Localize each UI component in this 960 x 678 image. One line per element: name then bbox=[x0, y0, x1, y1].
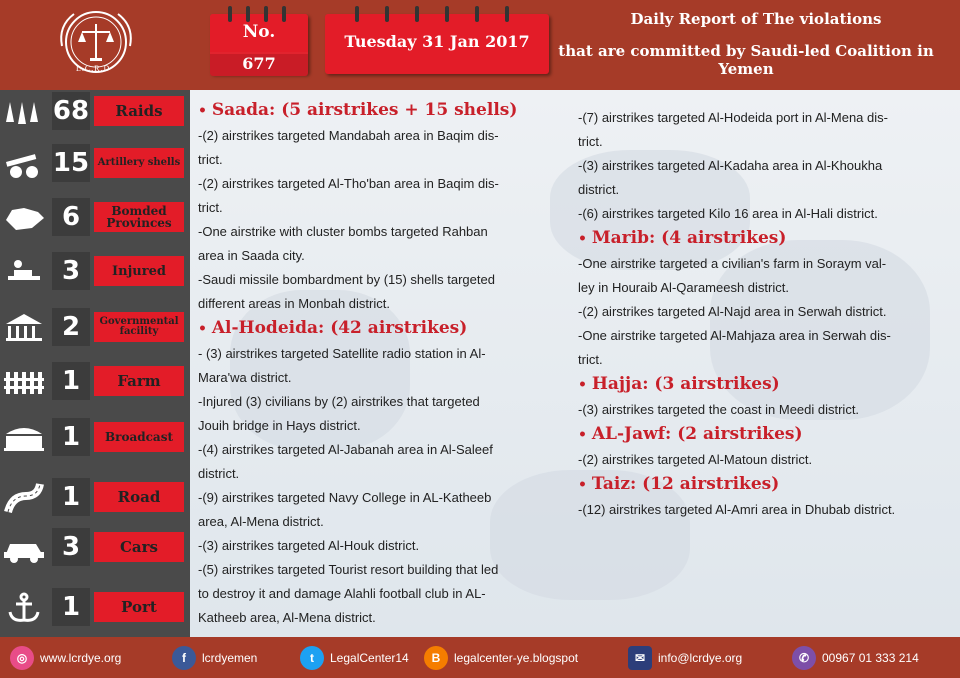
stat-road bbox=[0, 478, 190, 518]
section-heading-hajja: • Hajja: (3 airstrikes) bbox=[578, 374, 780, 394]
report-line: trict. bbox=[578, 134, 603, 149]
report-line: - (3) airstrikes targeted Satellite radio station in Al- bbox=[198, 346, 486, 361]
report-no-value: 677 bbox=[242, 54, 276, 73]
report-line: Katheeb area, Al-Mena district. bbox=[198, 610, 376, 625]
report-column-right bbox=[578, 106, 956, 522]
stat-label: Broadcast bbox=[94, 422, 184, 452]
report-line: -One airstrike targeted a civilian's farm in Soraym val- bbox=[578, 256, 887, 271]
report-line: trict. bbox=[198, 152, 223, 167]
stat-label: Road bbox=[94, 482, 184, 512]
report-content bbox=[190, 90, 960, 637]
report-line: -Saudi missile bombardment by (15) shells targeted bbox=[198, 272, 495, 287]
stat-label: Governmental facility bbox=[94, 312, 184, 342]
dribbble-icon: ◎ bbox=[10, 646, 34, 670]
stat-label: Cars bbox=[94, 532, 184, 562]
email-link[interactable] bbox=[628, 645, 742, 671]
stat-number: 1 bbox=[52, 362, 90, 400]
email-text: info@lcrdye.org bbox=[658, 651, 743, 665]
facebook-link[interactable] bbox=[172, 645, 257, 671]
yemen-map-icon bbox=[2, 202, 46, 234]
stat-label: Raids bbox=[94, 96, 184, 126]
stat-port bbox=[0, 588, 190, 628]
phone-text: 00967 01 333 214 bbox=[822, 651, 919, 665]
report-line: ley in Houraib Al-Qarameesh district. bbox=[578, 280, 789, 295]
stat-label: Farm bbox=[94, 366, 184, 396]
stat-number: 1 bbox=[52, 418, 90, 456]
stat-number: 3 bbox=[52, 252, 90, 290]
car-icon bbox=[2, 532, 46, 564]
report-line: trict. bbox=[198, 200, 223, 215]
stat-number: 3 bbox=[52, 528, 90, 566]
stat-label: Injured bbox=[94, 256, 184, 286]
twitter-text: LegalCenter14 bbox=[330, 651, 409, 665]
report-title-line2: that are committed by Saudi-led Coalition in Yemen bbox=[558, 42, 934, 78]
report-line: to destroy it and damage Alahli football club in AL- bbox=[198, 586, 486, 601]
report-line: -One airstrike targeted Al-Mahjaza area in Serwah dis- bbox=[578, 328, 891, 343]
report-line: -(2) airstrikes targeted Al-Tho'ban area in Baqim dis- bbox=[198, 176, 499, 191]
email-icon: ✉ bbox=[628, 646, 652, 670]
stat-injured bbox=[0, 252, 190, 292]
injured-person-icon bbox=[2, 256, 46, 288]
report-no-label: No. bbox=[242, 22, 276, 42]
section-heading-saada: • Saada: (5 airstrikes + 15 shells) bbox=[198, 100, 518, 120]
report-line: district. bbox=[578, 182, 620, 197]
stat-number: 2 bbox=[52, 308, 90, 346]
stat-label: Bomded Provinces bbox=[94, 202, 184, 232]
stat-farm bbox=[0, 362, 190, 402]
report-column-left bbox=[198, 98, 568, 630]
report-line: -Injured (3) civilians by (2) airstrikes that targeted bbox=[198, 394, 480, 409]
stat-number: 1 bbox=[52, 588, 90, 626]
report-line: -(3) airstrikes targeted Al-Houk district. bbox=[198, 538, 420, 553]
stat-label: Artillery shells bbox=[94, 148, 184, 178]
viber-icon: ✆ bbox=[792, 646, 816, 670]
report-line: -(3) airstrikes targeted the coast in Meedi district. bbox=[578, 402, 860, 417]
report-line: different areas in Monbah district. bbox=[198, 296, 390, 311]
report-line: Jouih bridge in Hays district. bbox=[198, 418, 361, 433]
section-heading-taiz: • Taiz: (12 airstrikes) bbox=[578, 474, 780, 494]
report-line: -One airstrike with cluster bombs targeted Rahban bbox=[198, 224, 488, 239]
logo-text: L.C.R.D bbox=[76, 64, 111, 73]
blog-link[interactable] bbox=[424, 645, 578, 671]
stat-number: 15 bbox=[52, 144, 90, 182]
stat-raids bbox=[0, 92, 190, 132]
stat-governmental bbox=[0, 308, 190, 348]
government-building-icon bbox=[2, 312, 46, 344]
section-heading-jawf: • AL-Jawf: (2 airstrikes) bbox=[578, 424, 803, 444]
report-line: Mara'wa district. bbox=[198, 370, 292, 385]
farm-fence-icon bbox=[2, 366, 46, 398]
stat-number: 68 bbox=[52, 92, 90, 130]
date-calendar bbox=[325, 14, 549, 74]
section-heading-marib: • Marib: (4 airstrikes) bbox=[578, 228, 787, 248]
missiles-icon bbox=[2, 96, 46, 128]
website-text: www.lcrdye.org bbox=[40, 651, 122, 665]
header bbox=[0, 0, 960, 90]
stats-sidebar bbox=[0, 90, 190, 637]
stat-artillery bbox=[0, 144, 190, 184]
twitter-icon: t bbox=[300, 646, 324, 670]
footer bbox=[0, 637, 960, 678]
stat-number: 6 bbox=[52, 198, 90, 236]
report-line: -(6) airstrikes targeted Kilo 16 area in Al-Hali district. bbox=[578, 206, 878, 221]
report-line: trict. bbox=[578, 352, 603, 367]
report-date: Tuesday 31 Jan 2017 bbox=[344, 32, 530, 51]
report-line: -(4) airstrikes targeted Al-Jabanah area in Al-Saleef bbox=[198, 442, 493, 457]
report-line: area, Al-Mena district. bbox=[198, 514, 324, 529]
report-line: -(9) airstrikes targeted Navy College in AL-Katheeb bbox=[198, 490, 492, 505]
report-line: -(2) airstrikes targeted Mandabah area in Baqim dis- bbox=[198, 128, 499, 143]
stat-number: 1 bbox=[52, 478, 90, 516]
blogger-icon: B bbox=[424, 646, 448, 670]
report-number-calendar bbox=[210, 14, 308, 74]
twitter-link[interactable] bbox=[300, 645, 409, 671]
stat-label: Port bbox=[94, 592, 184, 622]
report-title-line1: Daily Report of The violations bbox=[630, 10, 882, 28]
report-line: -(2) airstrikes targeted Al-Najd area in Serwah district. bbox=[578, 304, 887, 319]
anchor-icon bbox=[2, 592, 46, 624]
phone-link[interactable] bbox=[792, 645, 919, 671]
stat-broadcast bbox=[0, 418, 190, 458]
artillery-icon bbox=[2, 148, 46, 180]
report-line: -(3) airstrikes targeted Al-Kadaha area in Al-Khoukha bbox=[578, 158, 883, 173]
broadcast-building-icon bbox=[2, 422, 46, 454]
facebook-icon: f bbox=[172, 646, 196, 670]
stat-provinces bbox=[0, 198, 190, 238]
report-line: district. bbox=[198, 466, 240, 481]
section-heading-hodeida: • Al-Hodeida: (42 airstrikes) bbox=[198, 318, 468, 338]
blog-text: legalcenter-ye.blogspot bbox=[454, 651, 579, 665]
facebook-text: lcrdyemen bbox=[202, 651, 258, 665]
report-line: -(12) airstrikes targeted Al-Amri area in Dhubab district. bbox=[578, 502, 896, 517]
website-link[interactable] bbox=[10, 645, 121, 671]
report-line: -(7) airstrikes targeted Al-Hodeida port in Al-Mena dis- bbox=[578, 110, 888, 125]
stat-cars bbox=[0, 528, 190, 568]
report-line: -(2) airstrikes targeted Al-Matoun district. bbox=[578, 452, 813, 467]
road-icon bbox=[2, 482, 46, 514]
report-line: -(5) airstrikes targeted Tourist resort building that led bbox=[198, 562, 499, 577]
report-line: area in Saada city. bbox=[198, 248, 305, 263]
